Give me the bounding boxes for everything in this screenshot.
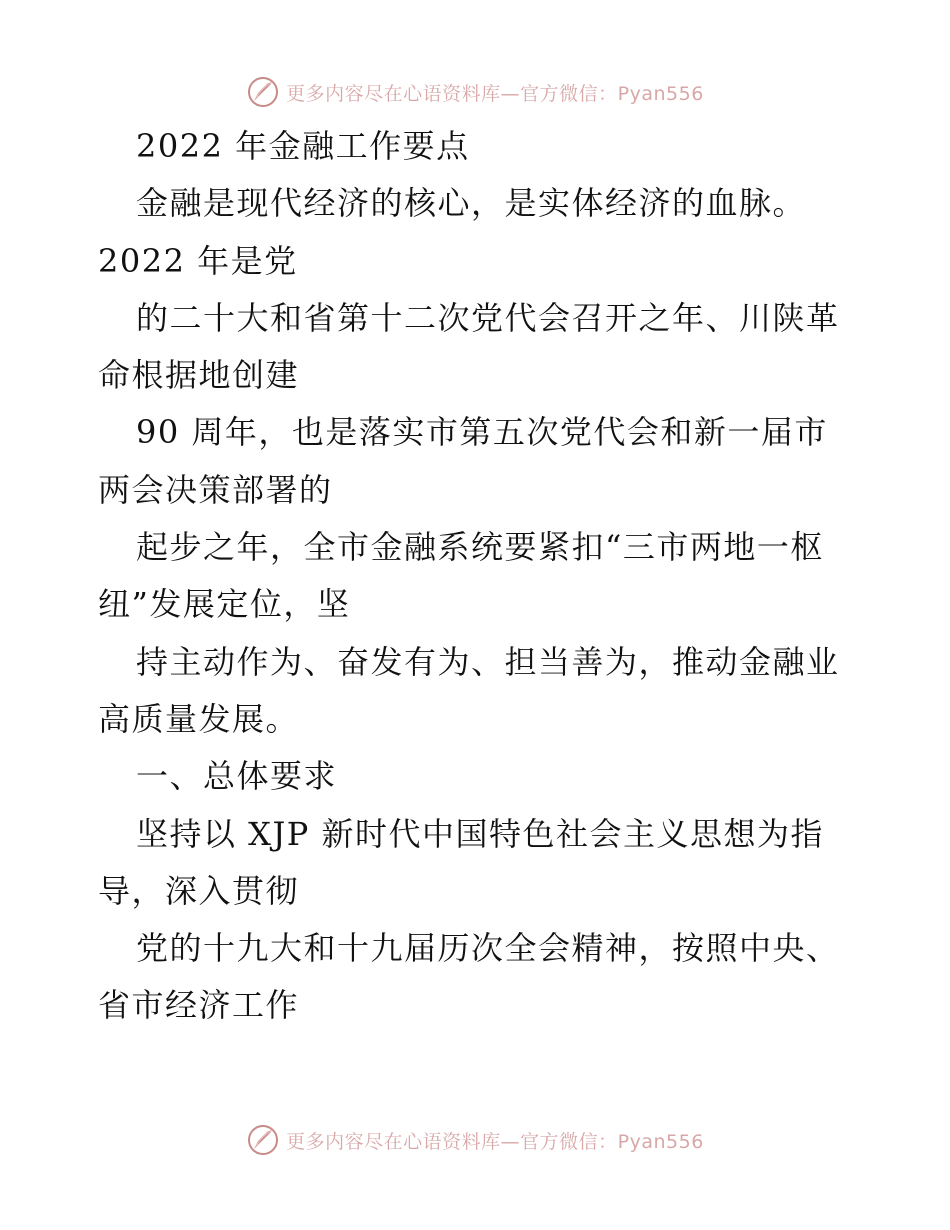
watermark-text: 更多内容尽在心语资料库—官方微信：Pyan556 xyxy=(286,1130,704,1153)
paragraph-line: 起步之年，全市金融系统要紧扣“三市两地一枢 xyxy=(136,528,824,567)
document-body xyxy=(98,118,858,1035)
paragraph-line: 党的十九大和十九届历次全会精神，按照中央、 xyxy=(136,929,840,968)
paragraph-line: 纽”发展定位，坚 xyxy=(98,585,351,624)
paragraph-line: 两会决策部署的 xyxy=(98,470,333,509)
feather-pen-logo-icon xyxy=(246,75,280,109)
header-watermark xyxy=(0,72,950,112)
paragraph-line: 90 周年，也是落实市第五次党代会和新一届市 xyxy=(136,413,828,452)
paragraph-line: 省市经济工作 xyxy=(98,986,300,1025)
watermark-text: 更多内容尽在心语资料库—官方微信：Pyan556 xyxy=(286,82,704,105)
paragraph-line: 的二十大和省第十二次党代会召开之年、川陕革 xyxy=(136,298,840,337)
paragraph-line: 导，深入贯彻 xyxy=(98,871,300,910)
paragraph-line: 金融是现代经济的核心，是实体经济的血脉。 xyxy=(136,184,807,223)
paragraph-line: 坚持以 XJP 新时代中国特色社会主义思想为指 xyxy=(136,814,824,853)
feather-pen-logo-icon xyxy=(246,1123,280,1157)
document-title: 2022 年金融工作要点 xyxy=(136,127,470,165)
paragraph-line: 持主动作为、奋发有为、担当善为，推动金融业 xyxy=(136,642,840,681)
footer-watermark xyxy=(0,1120,950,1160)
paragraph-line: 命根据地创建 xyxy=(98,356,300,395)
paragraph-line: 高质量发展。 xyxy=(98,699,300,738)
paragraph-line: 2022 年是党 xyxy=(98,241,298,280)
section-heading: 一、总体要求 xyxy=(136,757,338,796)
